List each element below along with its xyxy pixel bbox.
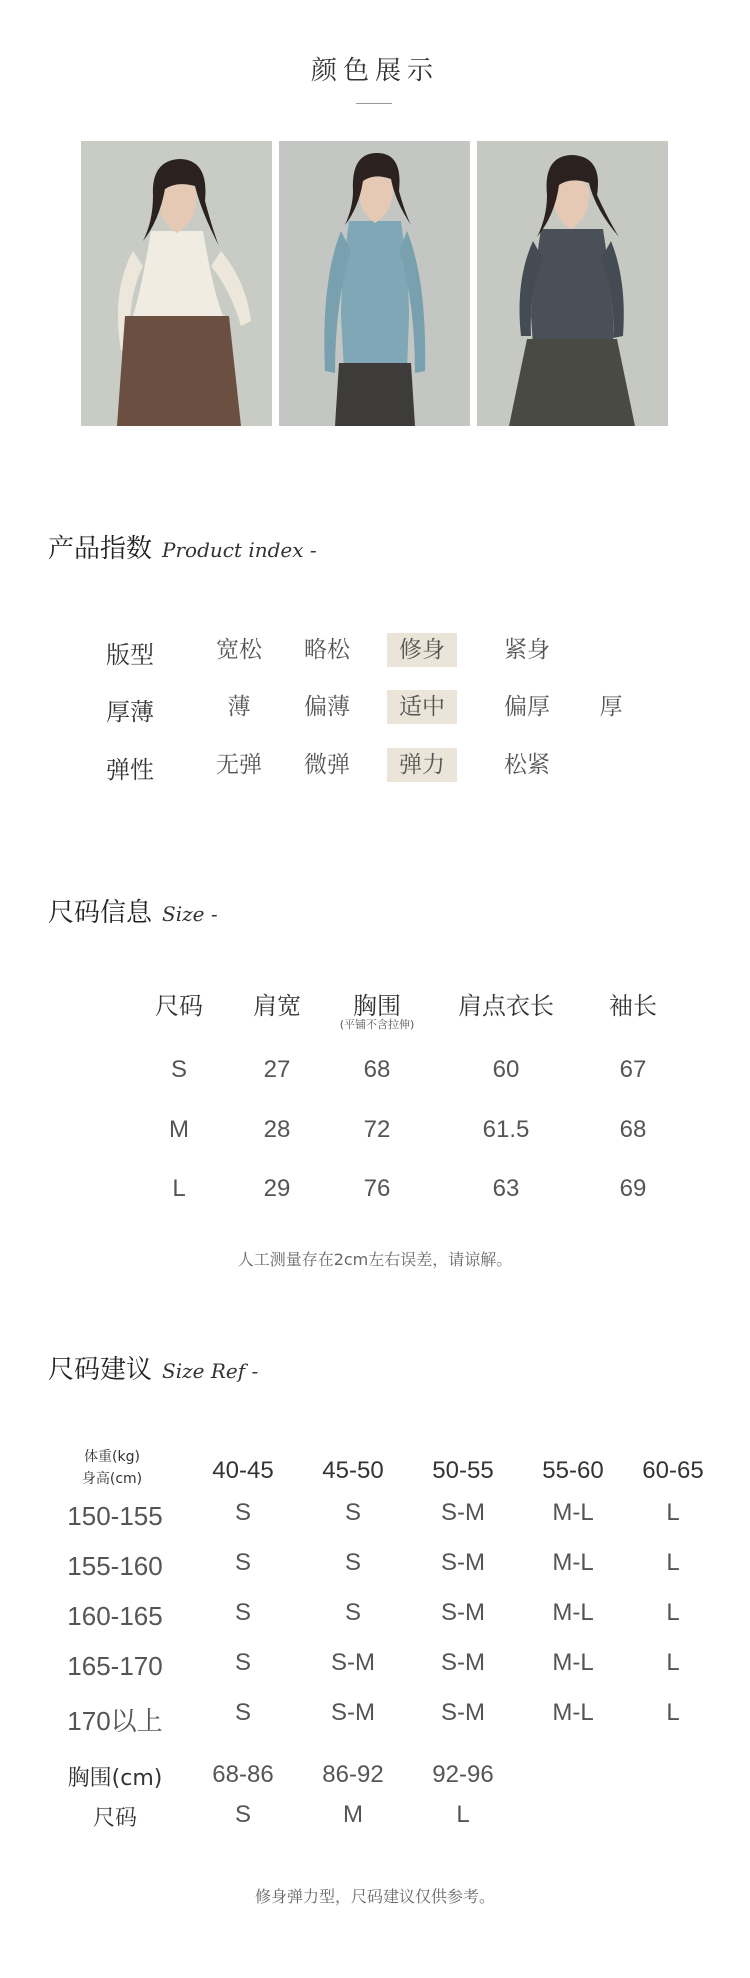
bust-range: 68-86 [212, 1761, 274, 1788]
color-showcase-title: 颜色展示 [310, 56, 439, 86]
size-table-cell: 68 [363, 1056, 391, 1083]
size-suggestion: L [666, 1599, 680, 1626]
product-index-title-cn: 产品指数 [48, 534, 153, 564]
size-table-header: 袖长 [609, 992, 657, 1020]
index-option: 紧身 [504, 637, 550, 663]
weight-header: 45-50 [322, 1457, 384, 1484]
size-table-cell: S [170, 1056, 187, 1083]
size-ref-title-cn: 尺码建议 [48, 1355, 153, 1385]
size-suggestion: S-M [441, 1649, 485, 1676]
index-option: 偏厚 [504, 694, 550, 720]
index-option: 略松 [304, 637, 350, 663]
size-suggestion: S-M [441, 1599, 485, 1626]
index-option-selected: 弹力 [387, 748, 457, 782]
index-label-thickness: 厚薄 [106, 698, 154, 726]
bust-size: M [343, 1801, 363, 1828]
bust-size-label: 尺码 [92, 1806, 137, 1831]
size-suggestion: L [666, 1699, 680, 1726]
size-table-cell: 29 [263, 1175, 291, 1202]
size-table-header: 尺码 [155, 992, 203, 1020]
size-table-cell: 28 [263, 1116, 291, 1143]
size-suggestion: M-L [552, 1599, 594, 1626]
size-table-header: 胸围 [353, 992, 401, 1020]
size-suggestion: S-M [441, 1699, 485, 1726]
index-option: 薄 [227, 694, 251, 720]
size-suggestion: M-L [552, 1499, 594, 1526]
weight-header: 50-55 [432, 1457, 494, 1484]
size-suggestion: S [234, 1499, 251, 1526]
size-suggestion: M-L [552, 1699, 594, 1726]
size-info-title-en: Size - [162, 902, 218, 926]
size-info-title [48, 892, 218, 929]
weight-header: 55-60 [542, 1457, 604, 1484]
size-table-header: 肩点衣长 [458, 992, 554, 1020]
product-index-title [48, 528, 317, 565]
size-table-cell: 61.5 [482, 1116, 530, 1143]
index-label-elasticity: 弹性 [106, 756, 154, 784]
height-row-label: 155-160 [67, 1551, 163, 1581]
height-row-label: 170以上 [67, 1706, 163, 1736]
size-table-cell: 69 [619, 1175, 647, 1202]
measurement-note: 人工测量存在2cm左右误差，请谅解。 [237, 1250, 513, 1269]
size-suggestion: S [344, 1549, 361, 1576]
size-table-cell: M [169, 1116, 189, 1143]
size-suggestion: S [234, 1599, 251, 1626]
size-suggestion: S [234, 1549, 251, 1576]
size-suggestion: L [666, 1549, 680, 1576]
size-table-cell: L [172, 1175, 186, 1202]
height-axis-label: 身高(cm) [81, 1471, 143, 1487]
blue-sweater-photo [279, 141, 470, 426]
index-option: 厚 [599, 694, 623, 720]
size-ref-title-en: Size Ref - [162, 1359, 259, 1383]
index-option: 宽松 [216, 637, 262, 663]
index-option-selected: 适中 [387, 690, 457, 724]
size-suggestion: S [234, 1699, 251, 1726]
size-table-cell: 67 [619, 1056, 647, 1083]
size-suggestion: S-M [441, 1499, 485, 1526]
size-suggestion: S [234, 1649, 251, 1676]
height-row-label: 160-165 [67, 1601, 163, 1631]
size-suggestion: M-L [552, 1649, 594, 1676]
size-suggestion: L [666, 1649, 680, 1676]
index-label-fit: 版型 [106, 641, 154, 669]
size-ref-note: 修身弹力型，尺码建议仅供参考。 [254, 1887, 495, 1906]
title-divider [356, 103, 392, 104]
size-table-cell: 76 [363, 1175, 391, 1202]
bust-size: L [456, 1801, 470, 1828]
size-suggestion: L [666, 1499, 680, 1526]
index-option: 微弹 [304, 752, 350, 778]
grey-sweater-photo [477, 141, 668, 426]
size-suggestion: M-L [552, 1549, 594, 1576]
height-row-label: 165-170 [67, 1651, 163, 1681]
height-row-label: 150-155 [67, 1501, 163, 1531]
size-table-cell: 68 [619, 1116, 647, 1143]
bust-range: 86-92 [322, 1761, 384, 1788]
weight-header: 60-65 [642, 1457, 704, 1484]
bust-label: 胸围(cm) [67, 1766, 163, 1791]
size-info-title-cn: 尺码信息 [48, 898, 153, 928]
cream-sweater-photo [81, 141, 272, 426]
size-table-cell: 72 [363, 1116, 391, 1143]
index-option-selected: 修身 [387, 633, 457, 667]
size-table-header: 肩宽 [253, 992, 301, 1020]
size-suggestion: S [344, 1499, 361, 1526]
chest-measure-note: (平铺不含拉伸) [339, 1018, 415, 1031]
size-ref-title [48, 1349, 258, 1386]
weight-axis-label: 体重(kg) [84, 1449, 140, 1465]
index-option: 松紧 [504, 752, 550, 778]
weight-header: 40-45 [212, 1457, 274, 1484]
size-table-cell: 63 [492, 1175, 520, 1202]
size-suggestion: S-M [331, 1699, 375, 1726]
index-option: 偏薄 [304, 694, 350, 720]
size-suggestion: S-M [441, 1549, 485, 1576]
bust-range: 92-96 [432, 1761, 494, 1788]
index-option: 无弹 [216, 752, 262, 778]
size-table-cell: 27 [263, 1056, 291, 1083]
size-suggestion: S-M [331, 1649, 375, 1676]
size-table-cell: 60 [492, 1056, 520, 1083]
size-suggestion: S [344, 1599, 361, 1626]
product-index-title-en: Product index - [162, 538, 317, 562]
bust-size: S [234, 1801, 251, 1828]
